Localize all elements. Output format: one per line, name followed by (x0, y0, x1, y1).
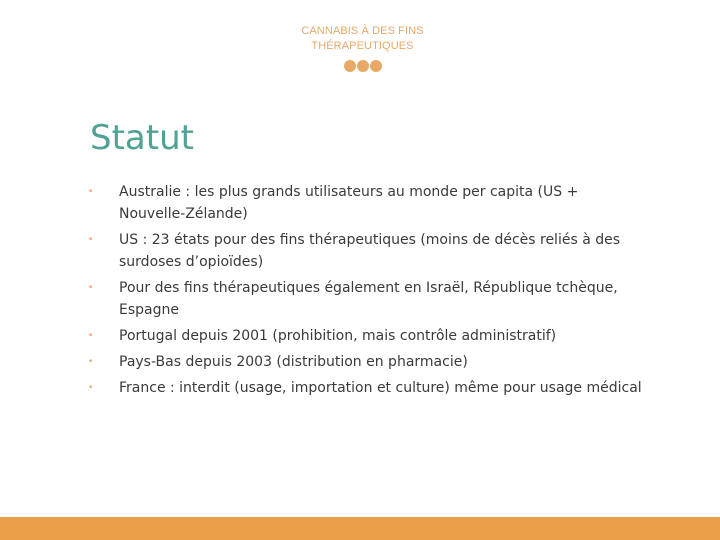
bullet-text: Portugal depuis 2001 (prohibition, mais contrôle administratif) (119, 328, 557, 344)
dot-2 (357, 60, 369, 72)
bullet-icon: • (88, 331, 94, 341)
bullet-text: US : 23 états pour des fins thérapeutiques (moins de décès reliés à des surdoses d’opioïdes) (119, 232, 621, 270)
bullet-icon: • (88, 187, 94, 197)
bullet-item (88, 277, 648, 321)
dot-3 (370, 60, 382, 72)
bullet-item (88, 351, 648, 373)
dot-1 (344, 60, 356, 72)
header-line-2: THÉRAPEUTIQUES (311, 40, 414, 52)
bullet-item (88, 229, 648, 273)
slide-header (0, 24, 720, 54)
bullet-icon: • (88, 235, 94, 245)
bullet-item (88, 325, 648, 347)
bullet-item (88, 181, 648, 225)
bullet-icon: • (88, 357, 94, 367)
bullet-text: Pays-Bas depuis 2003 (distribution en pharmacie) (119, 354, 468, 370)
bullet-text: Pour des fins thérapeutiques également en Israël, République tchèque, Espagne (119, 280, 618, 318)
footer-bar (0, 517, 720, 540)
bullet-icon: • (88, 383, 94, 393)
bullet-item (88, 377, 648, 399)
bullet-icon: • (88, 283, 94, 293)
bullet-text: France : interdit (usage, importation et culture) même pour usage médical (119, 380, 642, 396)
slide-title: Statut (90, 118, 194, 158)
decorative-dots-icon (344, 60, 382, 72)
bullet-text: Australie : les plus grands utilisateurs au monde per capita (US + Nouvelle-Zélande) (119, 184, 579, 222)
header-line-1: CANNABIS À DES FINS (301, 25, 424, 37)
bullet-list (88, 181, 648, 403)
